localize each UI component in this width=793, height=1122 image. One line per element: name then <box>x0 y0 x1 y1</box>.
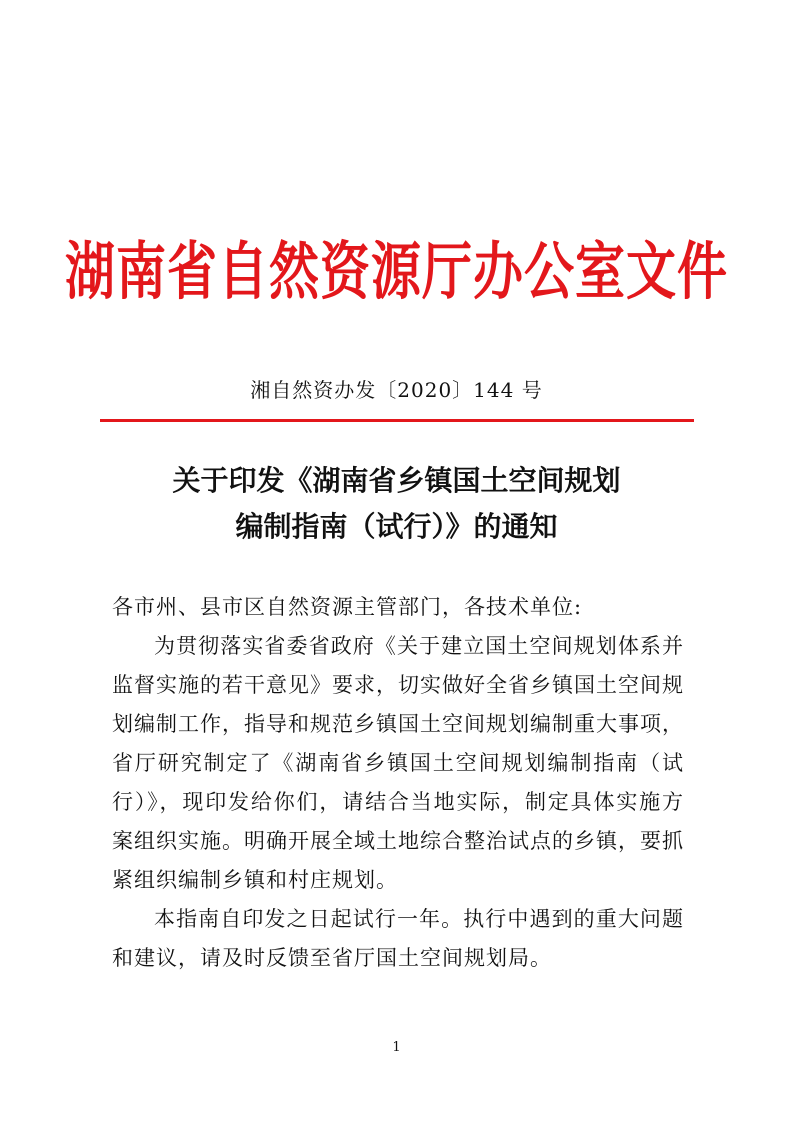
subject-line-1: 关于印发《湖南省乡镇国土空间规划 <box>172 464 621 497</box>
document-subject <box>0 458 793 550</box>
document-number: 湘自然资办发〔2020〕144 号 <box>250 378 543 402</box>
red-divider-line <box>100 419 694 422</box>
issuing-office-title: 湖南省自然资源厅办公室文件 <box>65 235 728 308</box>
body-paragraph-1: 为贯彻落实省委省政府《关于建立国土空间规划体系并监督实施的若干意见》要求，切实做好全省乡镇国土空间规划编制工作，指导和规范乡镇国土空间规划编制重大事项，省厅研究制定了《湖南省乡镇国土空间规划编制指南（试行）》，现印发给你们，请结合当地实际，制定具体实施方案组织实施。明确开展全域土地综合整治试点的乡镇，要抓紧组织编制乡镇和村庄规划。 <box>112 634 684 892</box>
salutation: 各市州、县市区自然资源主管部门，各技术单位: <box>112 595 583 619</box>
document-body <box>112 588 684 978</box>
page-number: 1 <box>392 1040 401 1055</box>
body-paragraph-2: 本指南自印发之日起试行一年。执行中遇到的重大问题和建议，请及时反馈至省厅国土空间规划局。 <box>112 907 684 970</box>
subject-line-2: 编制指南（试行）》的通知 <box>235 510 558 543</box>
